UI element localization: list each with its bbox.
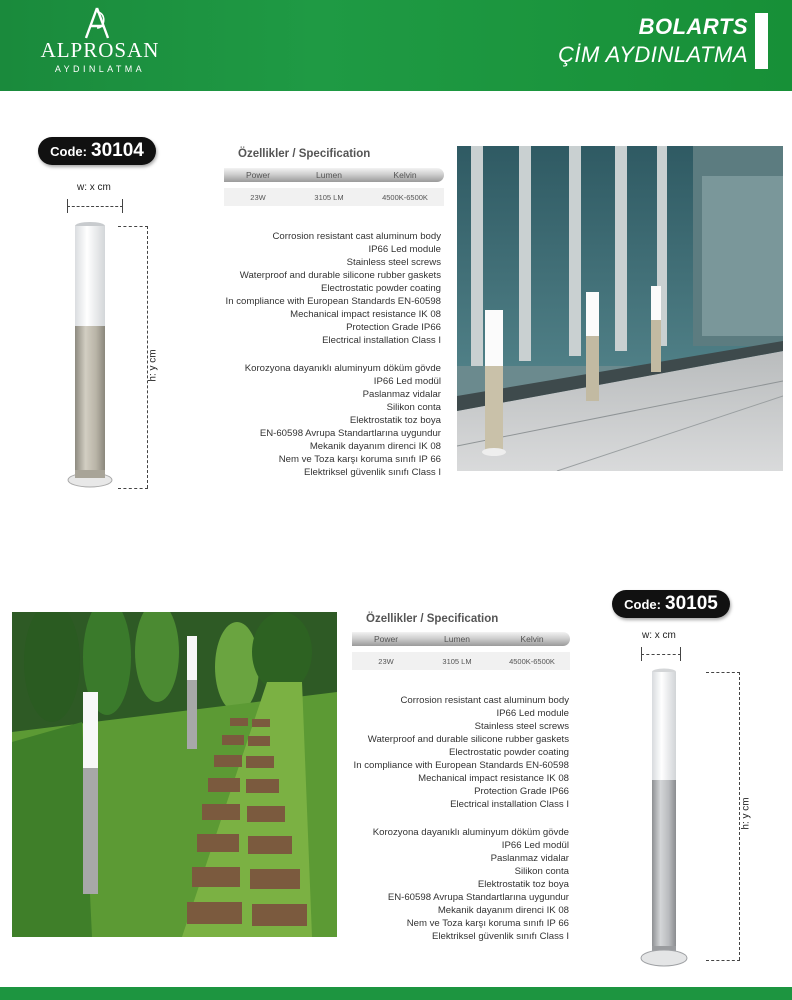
page-header: [0, 0, 792, 91]
feature-item: Nem ve Toza karşı koruma sınıfı IP 66: [278, 454, 441, 465]
feature-item: Silikon conta: [514, 866, 569, 877]
feature-item: In compliance with European Standards EN-60598: [225, 296, 441, 307]
bollard-product-image: [638, 666, 690, 970]
feature-item: Silikon conta: [386, 402, 441, 413]
feature-item: Stainless steel screws: [474, 721, 569, 732]
feature-item: EN-60598 Avrupa Standartlarına uygundur: [387, 892, 569, 903]
feature-item: Elektrostatik toz boya: [477, 879, 569, 890]
height-label: h: y cm: [147, 349, 159, 382]
feature-item: Waterproof and durable silicone rubber gaskets: [239, 270, 441, 281]
spec-values-row: [224, 188, 444, 206]
page-footer-bar: [0, 987, 792, 1000]
brand-subtitle: AYDINLATMA: [54, 64, 146, 74]
feature-item: EN-60598 Avrupa Standartlarına uygundur: [259, 428, 441, 439]
features-turkish: [373, 826, 569, 943]
spec-value-power: 23W: [378, 656, 394, 666]
feature-item: Protection Grade IP66: [346, 322, 441, 333]
product-code-badge: [38, 137, 156, 165]
width-label: w: x cm: [77, 182, 111, 193]
brand-name: ALPROSAN: [40, 38, 160, 62]
feature-item: In compliance with European Standards EN-60598: [353, 760, 569, 771]
code-number: 30104: [91, 140, 144, 161]
width-label: w: x cm: [642, 630, 676, 641]
feature-item: Paslanmaz vidalar: [490, 853, 569, 864]
feature-item: Nem ve Toza karşı koruma sınıfı IP 66: [406, 918, 569, 929]
feature-item: IP66 Led modül: [501, 840, 569, 851]
feature-item: Waterproof and durable silicone rubber gaskets: [367, 734, 569, 745]
spec-title: Özellikler / Specification: [366, 613, 499, 625]
page-subtitle: ÇİM AYDINLATMA: [558, 42, 748, 67]
feature-item: Electrical installation Class I: [322, 335, 441, 346]
height-bottom-line: [706, 960, 740, 961]
spec-value-power: 23W: [250, 192, 266, 202]
feature-item: Mekanik dayanım direnci IK 08: [309, 441, 441, 452]
feature-item: Stainless steel screws: [346, 257, 441, 268]
code-label: Code:: [624, 596, 661, 612]
garden-path-photo: [12, 612, 337, 937]
spec-header-power: Power: [245, 170, 271, 180]
feature-item: Elektriksel güvenlik sınıfı Class I: [431, 931, 569, 942]
product-code-badge: [612, 590, 730, 618]
spec-value-lumen: 3105 LM: [442, 656, 472, 666]
width-dimension-line: [67, 206, 123, 207]
alprosan-logo-icon: [82, 6, 112, 40]
spec-header-bar: [224, 168, 444, 182]
feature-item: Electrical installation Class I: [450, 799, 569, 810]
feature-item: Paslanmaz vidalar: [362, 389, 441, 400]
spec-header-kelvin: Kelvin: [520, 634, 544, 644]
dimension-tick: [680, 647, 681, 661]
dimension-tick: [122, 199, 123, 213]
feature-item: Protection Grade IP66: [474, 786, 569, 797]
features-turkish: [245, 362, 441, 479]
code-number: 30105: [665, 593, 718, 614]
height-top-line: [118, 226, 148, 227]
height-top-line: [706, 672, 740, 673]
dimension-tick: [641, 647, 642, 661]
feature-item: IP66 Led module: [496, 708, 569, 719]
spec-title: Özellikler / Specification: [238, 148, 371, 160]
spec-values-row: [352, 652, 570, 670]
spec-value-kelvin: 4500K-6500K: [509, 656, 555, 666]
feature-item: Mechanical impact resistance IK 08: [290, 309, 441, 320]
spec-header-kelvin: Kelvin: [393, 170, 417, 180]
code-label: Code:: [50, 143, 87, 159]
feature-item: IP66 Led modül: [373, 376, 441, 387]
feature-item: Mekanik dayanım direnci IK 08: [437, 905, 569, 916]
feature-item: Corrosion resistant cast aluminum body: [272, 231, 441, 242]
feature-item: Elektriksel güvenlik sınıfı Class I: [303, 467, 441, 478]
spec-value-kelvin: 4500K-6500K: [382, 192, 428, 202]
feature-item: Electrostatic powder coating: [321, 283, 441, 294]
building-facade-photo: [457, 146, 783, 471]
feature-item: IP66 Led module: [368, 244, 441, 255]
features-english: [226, 230, 441, 347]
feature-item: Elektrostatik toz boya: [349, 415, 441, 426]
spec-header-lumen: Lumen: [444, 634, 470, 644]
width-dimension-line: [641, 654, 681, 655]
feature-item: Korozyona dayanıklı aluminyum döküm gövde: [244, 363, 441, 374]
dimension-tick: [67, 199, 68, 213]
feature-item: Corrosion resistant cast aluminum body: [400, 695, 569, 706]
spec-header-power: Power: [373, 634, 399, 644]
spec-header-bar: [352, 632, 570, 646]
height-bottom-line: [118, 488, 148, 489]
spec-value-lumen: 3105 LM: [314, 192, 344, 202]
feature-item: Korozyona dayanıklı aluminyum döküm gövde: [372, 827, 569, 838]
bollard-product-image: [62, 218, 118, 490]
feature-item: Electrostatic powder coating: [449, 747, 569, 758]
spec-header-lumen: Lumen: [316, 170, 342, 180]
header-accent-bar: [755, 13, 768, 69]
page-title: BOLARTS: [638, 14, 748, 39]
features-english: [354, 694, 569, 811]
feature-item: Mechanical impact resistance IK 08: [418, 773, 569, 784]
height-label: h: y cm: [740, 797, 752, 830]
